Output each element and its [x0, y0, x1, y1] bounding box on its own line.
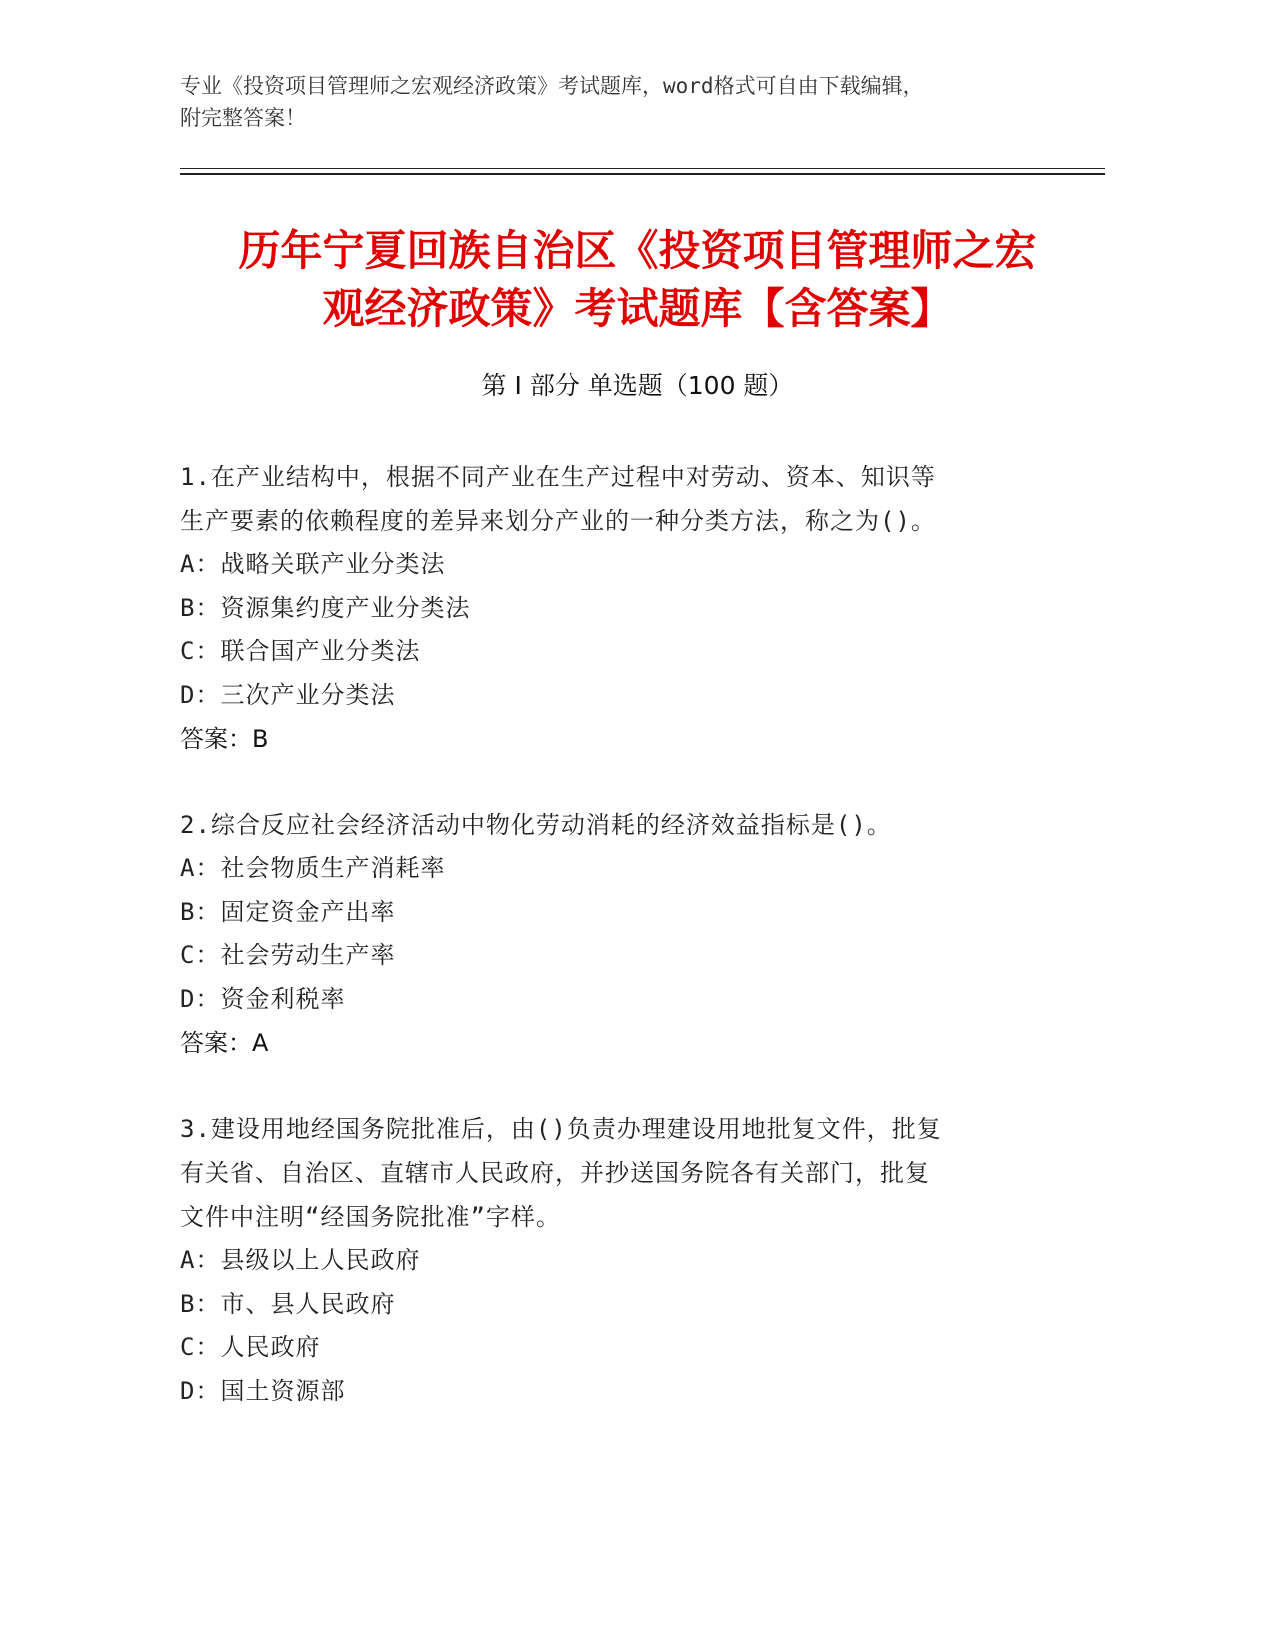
question-item	[180, 803, 1020, 1065]
option-b: B：固定资金产出率	[180, 897, 396, 926]
option-a: A：社会物质生产消耗率	[180, 854, 446, 882]
option-b: B：市、县人民政府	[180, 1289, 396, 1318]
header-divider-thick	[180, 173, 1105, 175]
question-stem-line: 1.在产业结构中，根据不同产业在生产过程中对劳动、资本、知识等	[180, 463, 936, 491]
option-c: C：人民政府	[180, 1333, 321, 1361]
document-title	[150, 222, 1125, 338]
answer-line: 答案：A	[180, 1029, 269, 1057]
document-title-line: 观经济政策》考试题库【含答案】	[322, 284, 953, 333]
question-list	[180, 455, 1020, 1455]
option-d: D：资金利税率	[180, 984, 346, 1013]
question-stem-line: 生产要素的依赖程度的差异来划分产业的一种分类方法，称之为()。	[180, 507, 936, 535]
question-stem-line: 2.综合反应社会经济活动中物化劳动消耗的经济效益指标是()。	[180, 811, 892, 839]
option-c: C：联合国产业分类法	[180, 637, 421, 665]
answer-line: 答案：B	[180, 725, 269, 753]
header-note-line: 附完整答案！	[180, 106, 306, 130]
header-note-line: 专业《投资项目管理师之宏观经济政策》考试题库，word格式可自由下载编辑，	[180, 74, 924, 98]
question-stem-line: 有关省、自治区、直辖市人民政府，并抄送国务院各有关部门，批复	[180, 1159, 930, 1187]
section-heading: 第 I 部分 单选题（100 题）	[481, 371, 794, 400]
option-d: D：三次产业分类法	[180, 680, 396, 709]
header-divider-thin	[180, 168, 1105, 169]
option-b: B：资源集约度产业分类法	[180, 593, 471, 622]
option-a: A：战略关联产业分类法	[180, 550, 446, 578]
question-stem-line: 文件中注明“经国务院批准”字样。	[180, 1203, 561, 1231]
option-d: D：国土资源部	[180, 1376, 346, 1405]
document-title-line: 历年宁夏回族自治区《投资项目管理师之宏	[238, 226, 1037, 275]
option-a: A：县级以上人民政府	[180, 1246, 421, 1274]
question-item	[180, 455, 1020, 761]
question-item	[180, 1107, 1020, 1413]
header-note	[180, 70, 1060, 134]
question-stem-line: 3.建设用地经国务院批准后，由()负责办理建设用地批复文件，批复	[180, 1115, 942, 1143]
option-c: C：社会劳动生产率	[180, 941, 396, 969]
